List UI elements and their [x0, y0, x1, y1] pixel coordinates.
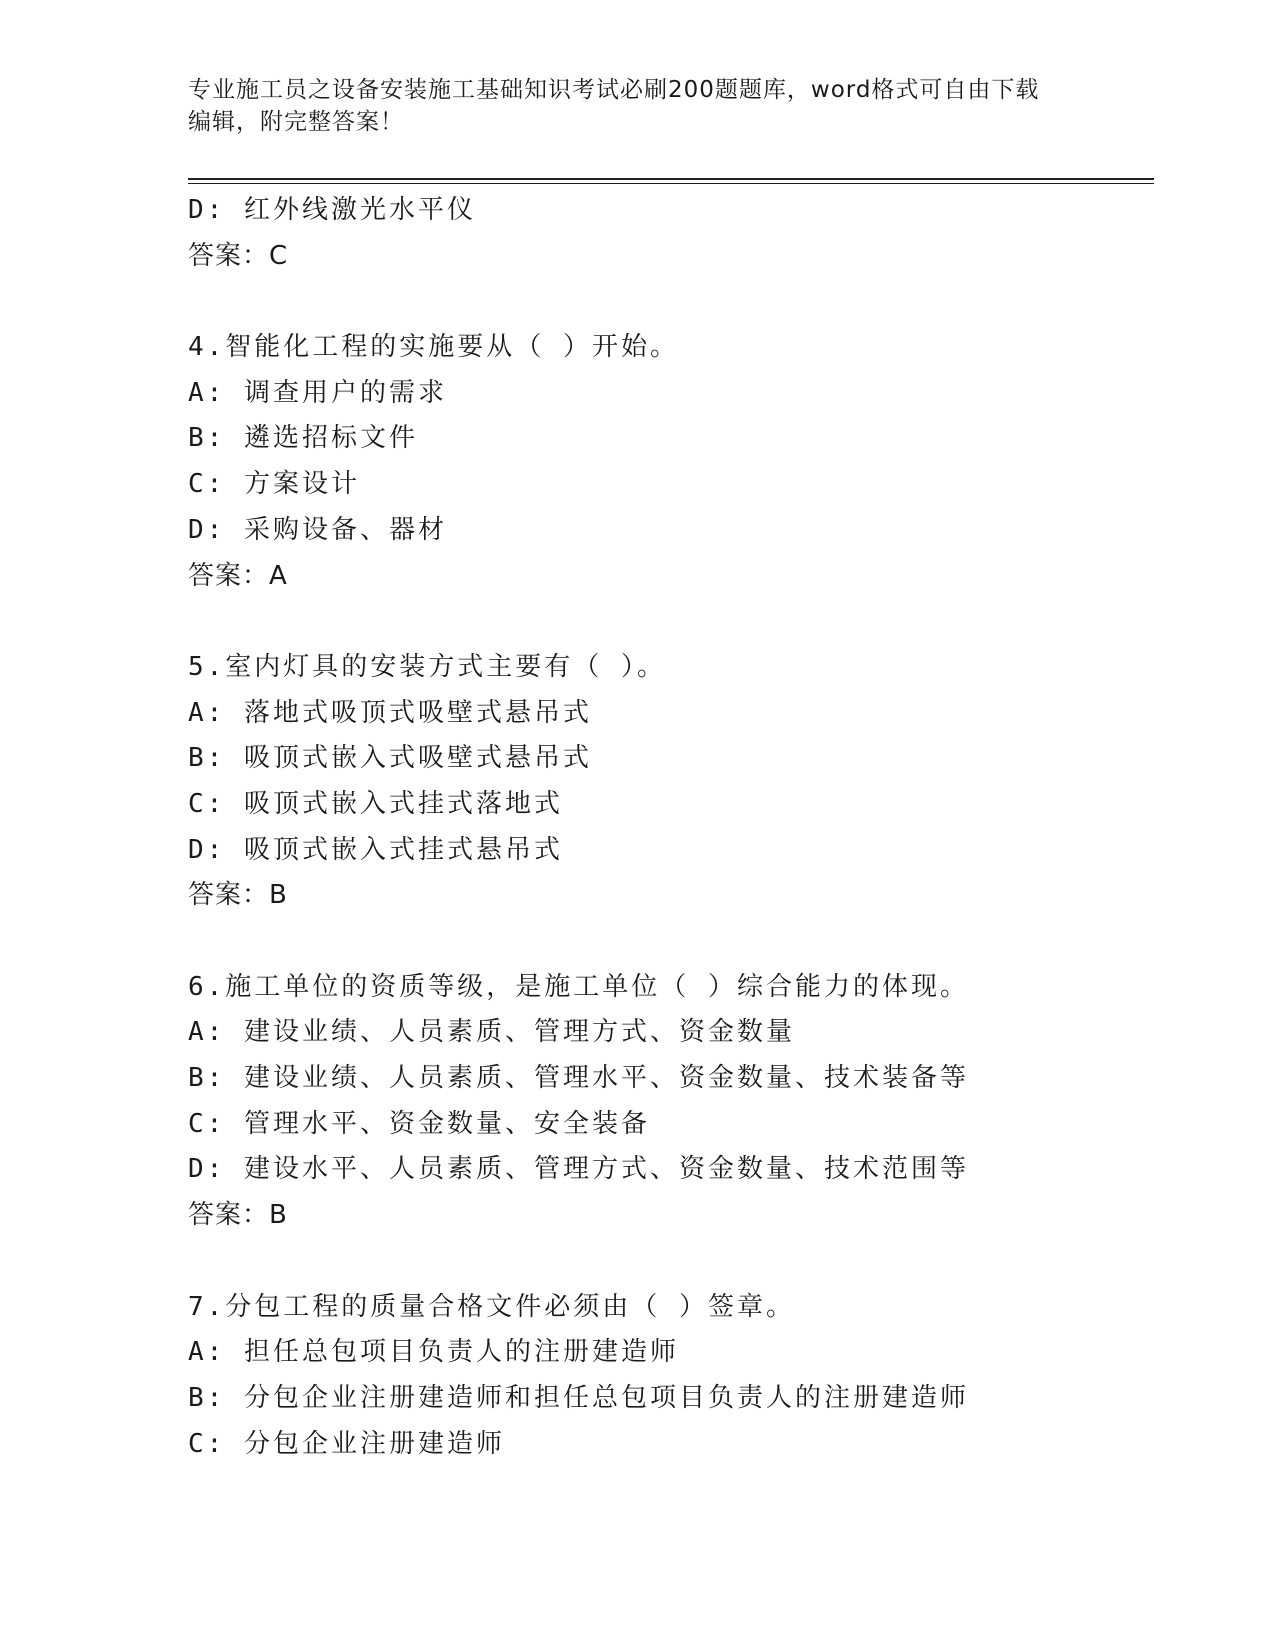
question-block-3	[188, 188, 1154, 279]
option-d: D: 吸顶式嵌入式挂式悬吊式	[188, 834, 563, 865]
question-block-7	[188, 1285, 1154, 1468]
option-a: A: 落地式吸顶式吸壁式悬吊式	[188, 697, 592, 728]
header-divider-thin	[188, 183, 1154, 184]
option-b: B: 遴选招标文件	[188, 423, 418, 454]
spacer	[188, 1239, 1154, 1285]
option-b: B: 分包企业注册建造师和担任总包项目负责人的注册建造师	[188, 1382, 969, 1413]
question-block-6	[188, 965, 1154, 1239]
option-a: A: 调查用户的需求	[188, 377, 447, 408]
option-c: C: 方案设计	[188, 469, 360, 500]
question-block-4	[188, 325, 1154, 599]
spacer	[188, 599, 1154, 645]
header-title-line2: 编辑，附完整答案！	[188, 109, 404, 135]
option-a: A: 担任总包项目负责人的注册建造师	[188, 1337, 679, 1368]
answer: 答案：C	[188, 240, 289, 271]
option-d: D: 建设水平、人员素质、管理方式、资金数量、技术范围等	[188, 1154, 969, 1185]
option-b: B: 建设业绩、人员素质、管理水平、资金数量、技术装备等	[188, 1063, 969, 1094]
header-divider	[188, 178, 1154, 180]
question-text: 6.施工单位的资质等级，是施工单位（ ）综合能力的体现。	[188, 971, 969, 1002]
header-title-line1: 专业施工员之设备安装施工基础知识考试必刷200题题库，word格式可自由下载	[188, 77, 1040, 103]
option-c: C: 吸顶式嵌入式挂式落地式	[188, 788, 563, 819]
question-list	[188, 188, 1154, 1467]
question-block-5	[188, 645, 1154, 919]
question-text: 5.室内灯具的安装方式主要有（ ）。	[188, 651, 666, 682]
answer: 答案：B	[188, 1200, 288, 1231]
spacer	[188, 279, 1154, 325]
answer: 答案：A	[188, 560, 288, 591]
option-b: B: 吸顶式嵌入式吸壁式悬吊式	[188, 743, 592, 774]
answer: 答案：B	[188, 880, 288, 911]
option-d: D: 红外线激光水平仪	[188, 195, 476, 225]
document-header	[188, 74, 1088, 138]
option-c: C: 管理水平、资金数量、安全装备	[188, 1108, 650, 1139]
question-text: 7.分包工程的质量合格文件必须由（ ）签章。	[188, 1291, 795, 1322]
option-d: D: 采购设备、器材	[188, 514, 447, 545]
spacer	[188, 919, 1154, 965]
option-c: C: 分包企业注册建造师	[188, 1428, 505, 1459]
option-a: A: 建设业绩、人员素质、管理方式、资金数量	[188, 1017, 795, 1048]
question-text: 4.智能化工程的实施要从（ ）开始。	[188, 332, 679, 363]
